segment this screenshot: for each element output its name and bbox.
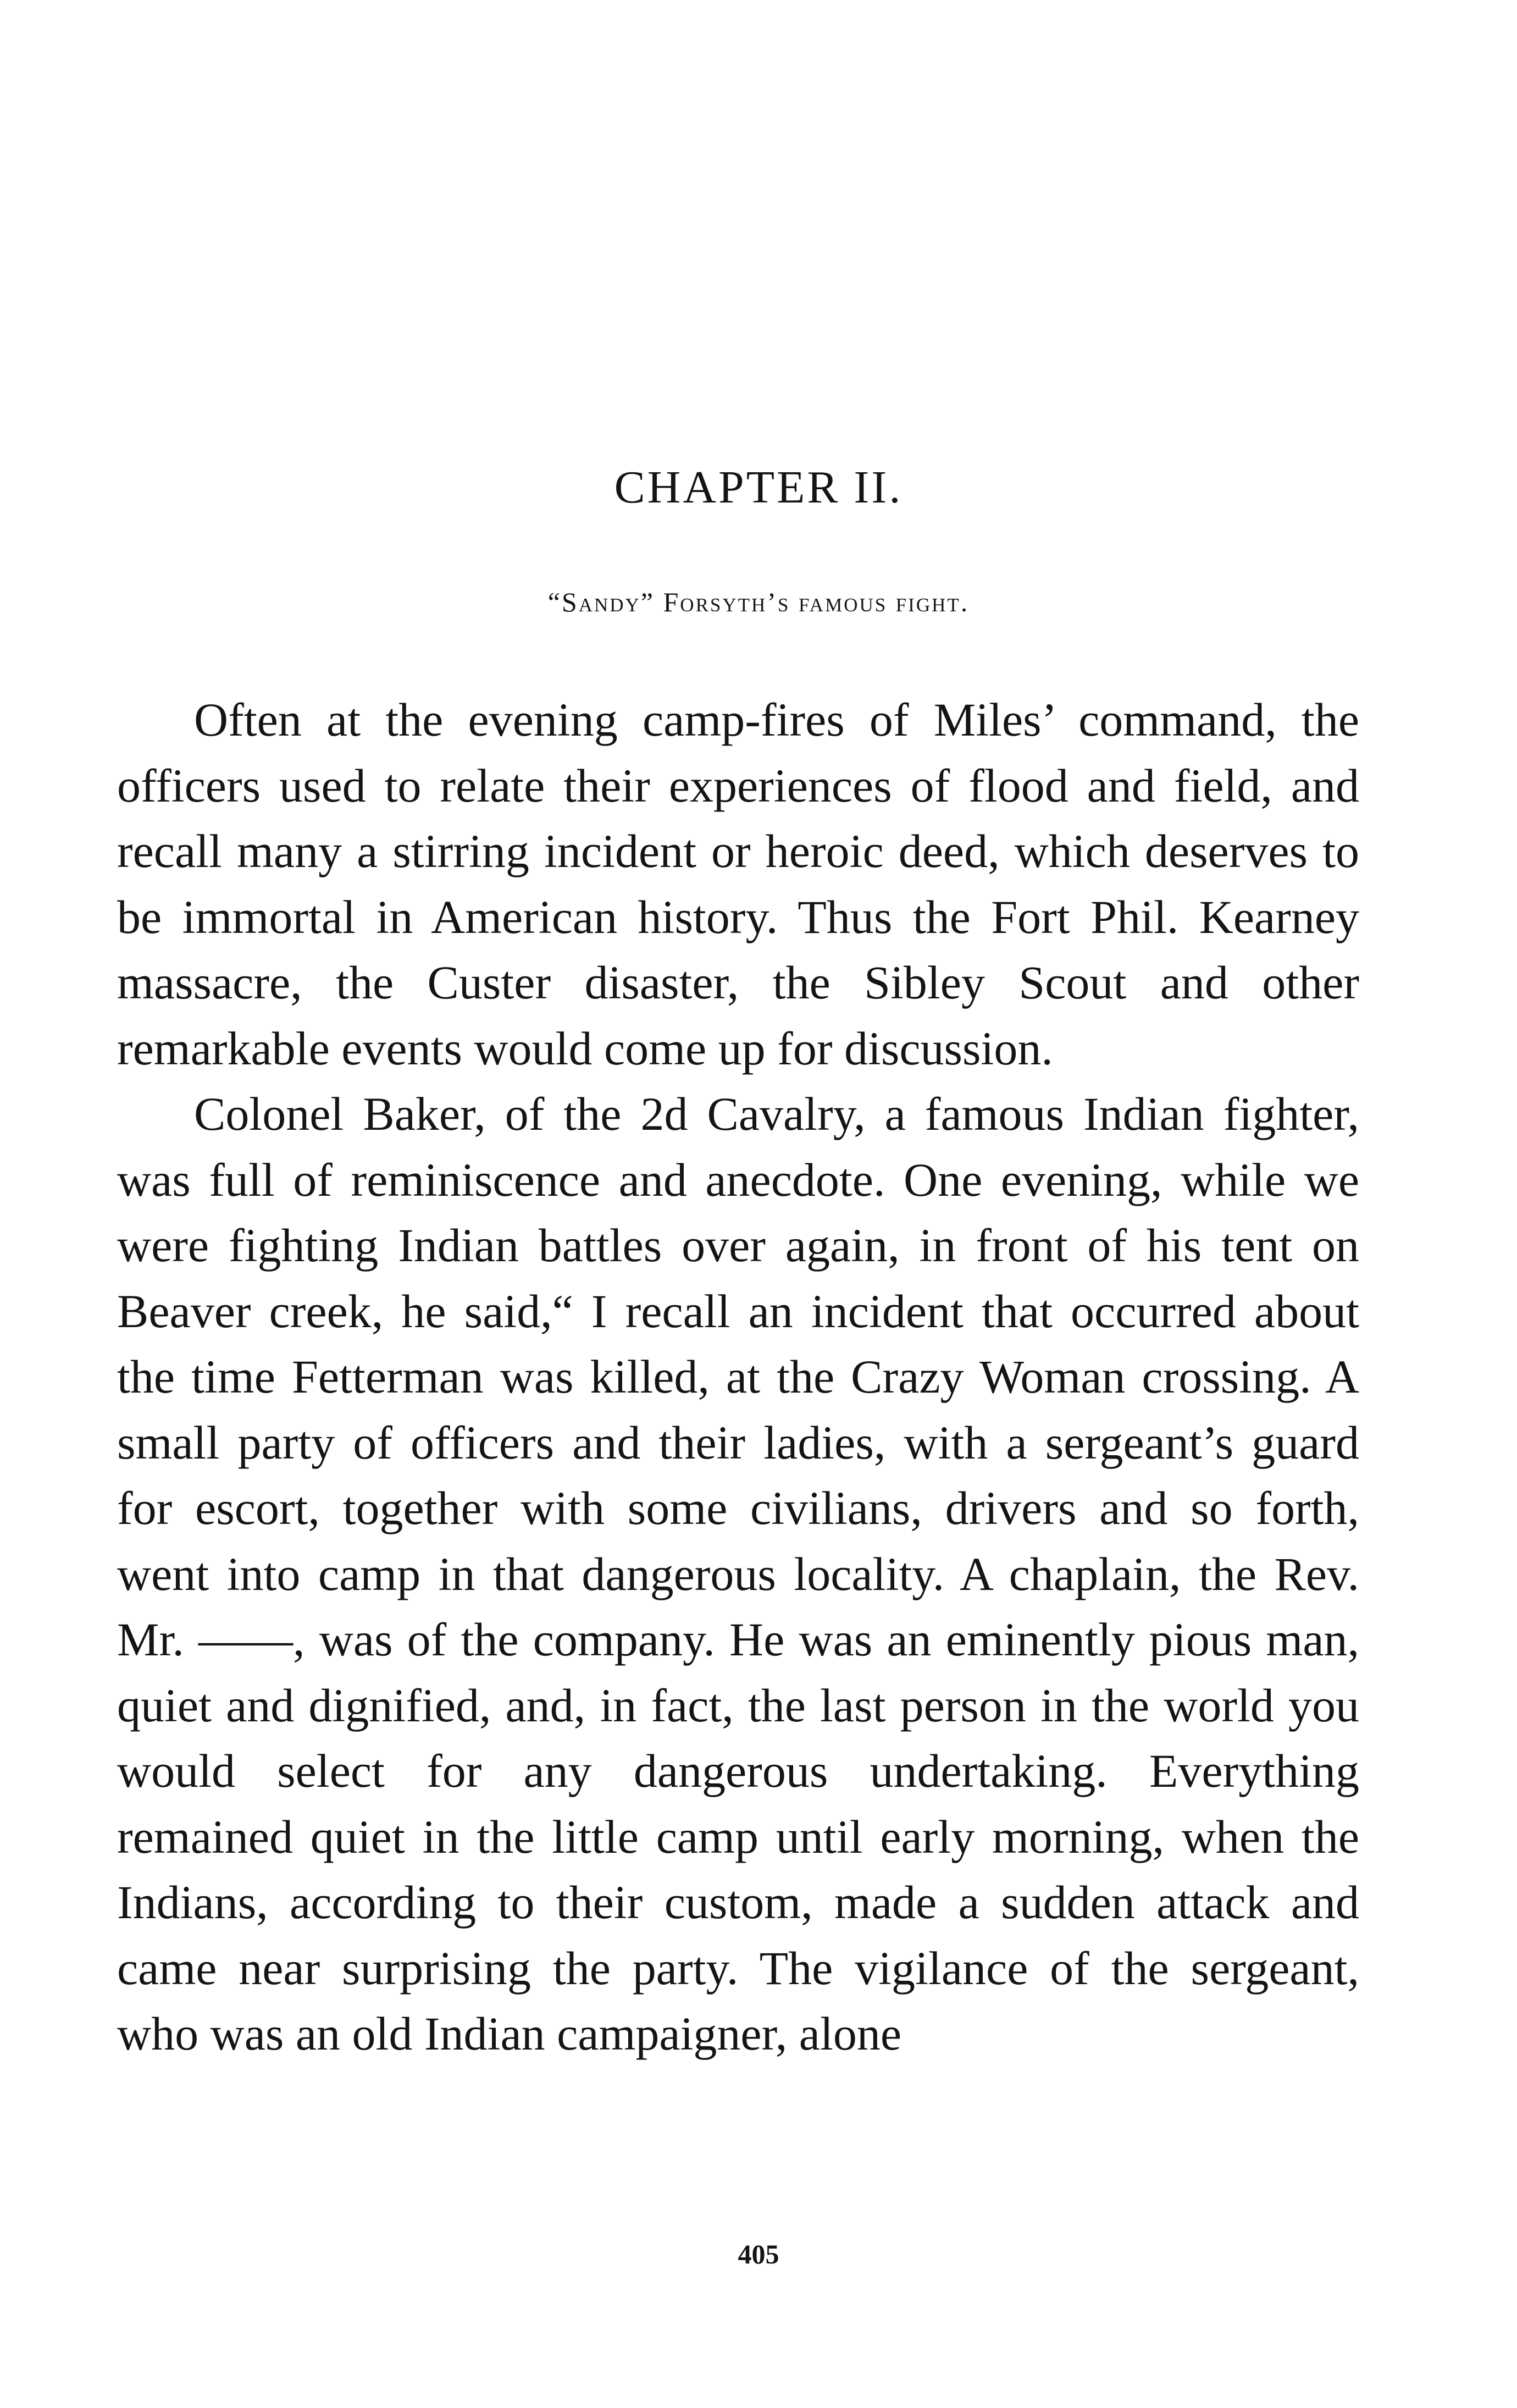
body-text [117,687,1359,2067]
paragraph: Colonel Baker, of the 2d Cavalry, a famous Indian fighter, was full of reminiscence and anecdote. One evening, while we were fighting Indian battles over again, in front of his tent on Beaver creek, he said,“ I recall an incident that occurred about the time Fetterman was killed, at the Crazy Woman crossing. A small party of officers and their ladies, with a sergeant’s guard for escort, together with some civilians, drivers and so forth, went into camp in that dangerous locality. A chaplain, the Rev. Mr. ——, was of the company. He was an eminently pious man, quiet and dignified, and, in fact, the last person in the world you would select for any dangerous undertaking. Everything remained quiet in the little camp until early morning, when the Indians, according to their custom, made a sudden attack and came near surprising the party. The vigilance of the sergeant, who was an old Indian campaigner, alone [117,1087,1359,2060]
paragraph: Often at the evening camp-fires of Miles’ command, the officers used to relate their experiences of flood and field, and recall many a stirring incident or heroic deed, which deserves to be immortal in American history. Thus the Fort Phil. Kearney massacre, the Custer disaster, the Sibley Scout and other remarkable events would come up for discussion. [117,693,1359,1075]
page-number: 405 [738,2239,779,2269]
chapter-subtitle: “Sandy” Forsyth’s famous fight. [547,587,970,617]
chapter-title: CHAPTER II. [614,462,903,513]
